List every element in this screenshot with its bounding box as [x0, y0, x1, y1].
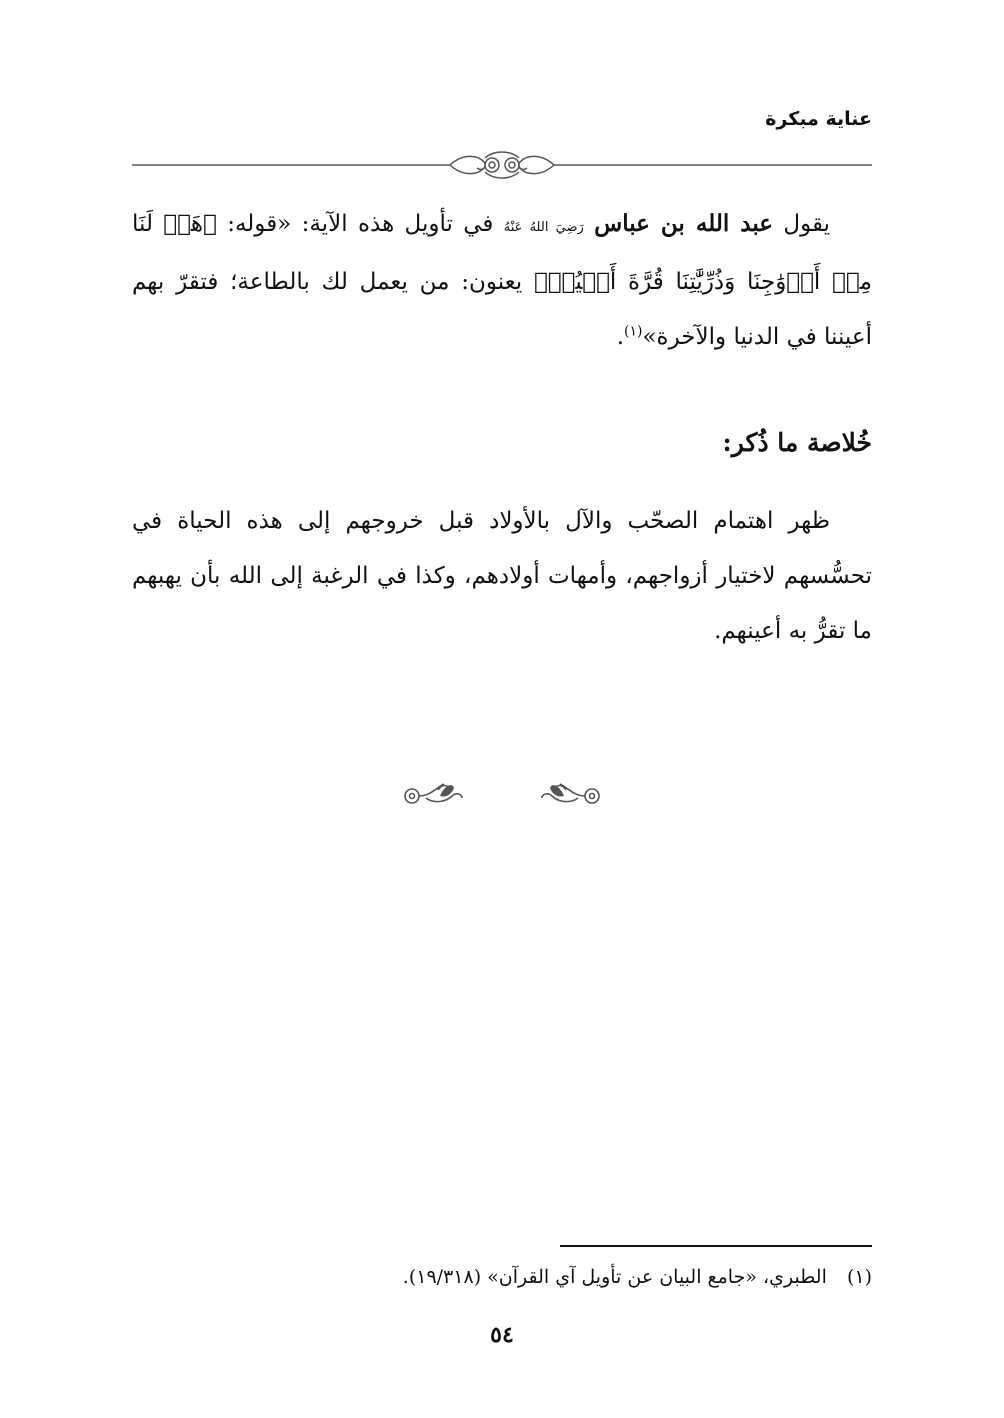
honorific-phrase: رَضِيَ اللهُ عَنْهُ	[503, 220, 584, 235]
running-header: عناية مبكرة	[765, 108, 872, 130]
narrator-name: عبد الله بن عباس	[594, 210, 774, 237]
quran-verse: ﴿هَبۡ لَنَا مِنۡ أَزۡوَٰجِنَا وَذُرِّيَّٰتِنَا قُرَّةَ أَعۡيُنٖ﴾	[132, 211, 872, 295]
footnote	[132, 1262, 872, 1292]
fleuron-pair-icon	[396, 778, 608, 812]
paragraph-body: يعنون: من يعمل لك بالطاعة؛ فتقرّ بهم أعيننا في الدنيا والآخرة»	[132, 269, 872, 350]
footnote-number: (١)	[846, 1266, 872, 1288]
paragraph-intro: في تأويل هذه الآية: «قوله:	[227, 211, 494, 237]
footnote-separator	[560, 1245, 872, 1247]
floral-divider-icon	[132, 148, 872, 182]
page-number: ٥٤	[490, 1322, 514, 1348]
paragraph-end: .	[616, 324, 625, 350]
summary-paragraph	[132, 494, 872, 659]
section-end-ornament	[396, 778, 608, 812]
paragraph-lead: يقول	[783, 211, 831, 237]
section-heading: خُلاصة ما ذُكر:	[722, 428, 872, 457]
summary-text: ظهر اهتمام الصحّب والآل بالأولاد قبل خروجهم إلى هذه الحياة في تحسُّسهم لاختيار أزواجهم، وأمهات أولادهم، وكذا في الرغبة إلى الله بأن يهبهم ما تقرُّ به أعينهم.	[132, 508, 872, 644]
footnote-text: الطبري، «جامع البيان عن تأويل آي القرآن» (١٩/٣١٨).	[402, 1266, 827, 1288]
opening-paragraph	[132, 196, 872, 365]
header-divider	[132, 148, 872, 182]
footnote-reference[interactable]: (١)	[624, 323, 643, 340]
